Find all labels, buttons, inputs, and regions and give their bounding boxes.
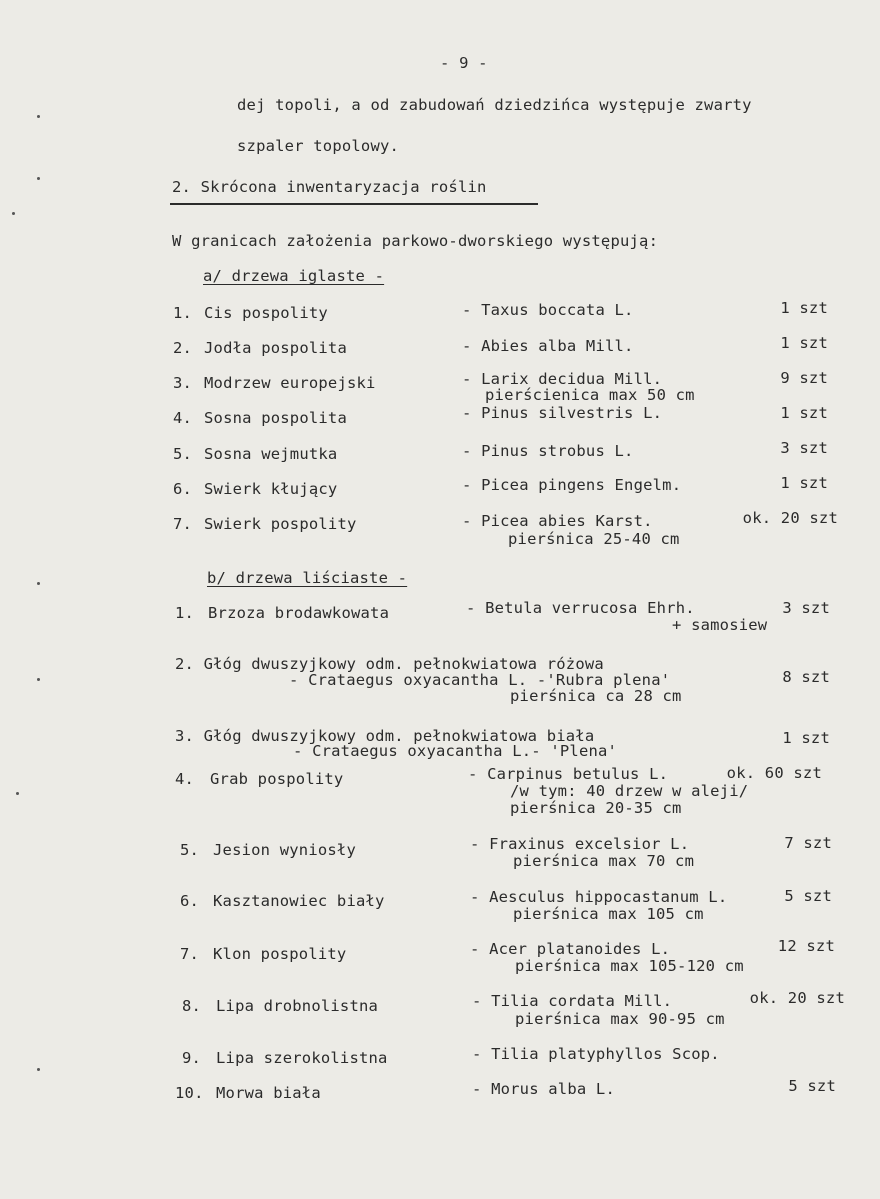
item-latin: - Crataegus oxyacantha L. -'Rubra plena' — [289, 671, 671, 689]
item-number: 3. — [173, 374, 193, 392]
item-name: Modrzew europejski — [204, 374, 376, 392]
item-name: 2. Głóg dwuszyjkowy odm. pełnokwiatowa różowa — [175, 655, 604, 673]
item-note: pierśnica max 90-95 cm — [515, 1010, 725, 1028]
item-note: pierśnica max 70 cm — [513, 852, 695, 870]
margin-dot — [37, 678, 40, 681]
item-name: Jesion wyniosły — [213, 841, 356, 859]
item-number: 4. — [173, 409, 193, 427]
item-count: 3 szt — [782, 599, 830, 617]
item-name: Grab pospolity — [210, 770, 344, 788]
item-count: 12 szt — [777, 937, 835, 955]
item-count: 1 szt — [782, 729, 830, 747]
item-count: 5 szt — [788, 1077, 836, 1095]
item-count: 1 szt — [780, 404, 828, 422]
section-title-underline — [170, 203, 538, 205]
item-count: ok. 20 szt — [749, 989, 845, 1007]
item-number: 6. — [180, 892, 200, 910]
item-number: 4. — [175, 770, 195, 788]
item-note: /w tym: 40 drzew w aleji/ — [510, 782, 749, 800]
item-name: Lipa drobnolistna — [216, 997, 379, 1015]
item-note: pierśnica ca 28 cm — [510, 687, 682, 705]
item-count: 1 szt — [780, 334, 828, 352]
item-count: 7 szt — [784, 834, 832, 852]
section-intro: W granicach założenia parkowo-dworskiego występują: — [172, 232, 659, 250]
item-count: 5 szt — [784, 887, 832, 905]
item-note: pierścienica max 50 cm — [485, 386, 695, 404]
item-latin: - Larix decidua Mill. — [462, 370, 663, 388]
item-latin: - Fraxinus excelsior L. — [470, 835, 690, 853]
margin-dot — [37, 1068, 40, 1071]
item-number: 5. — [173, 445, 193, 463]
item-latin: - Taxus boccata L. — [462, 301, 634, 319]
item-name: 3. Głóg dwuszyjkowy odm. pełnokwiatowa biała — [175, 727, 595, 745]
item-number: 9. — [182, 1049, 202, 1067]
item-latin: - Morus alba L. — [472, 1080, 615, 1098]
intro-line-1: dej topoli, a od zabudowań dziedzińca występuje zwarty — [237, 96, 752, 114]
item-number: 6. — [173, 480, 193, 498]
item-number: 7. — [180, 945, 200, 963]
item-name: Klon pospolity — [213, 945, 347, 963]
item-latin: - Pinus strobus L. — [462, 442, 634, 460]
section-title: 2. Skrócona inwentaryzacja roślin — [172, 178, 487, 196]
item-name: Morwa biała — [216, 1084, 321, 1102]
item-latin: - Picea pingens Engelm. — [462, 476, 682, 494]
margin-dot — [37, 582, 40, 585]
conifers-heading: a/ drzewa iglaste - — [203, 267, 385, 285]
item-latin: - Tilia cordata Mill. — [472, 992, 673, 1010]
item-latin: - Tilia platyphyllos Scop. — [472, 1045, 720, 1063]
item-latin: - Abies alba Mill. — [462, 337, 634, 355]
page-number: - 9 - — [440, 54, 488, 72]
item-note: pierśnica 20-35 cm — [510, 799, 682, 817]
item-name: Jodła pospolita — [204, 339, 347, 357]
item-count: ok. 60 szt — [726, 764, 822, 782]
item-name: Sosna wejmutka — [204, 445, 338, 463]
item-latin: - Picea abies Karst. — [462, 512, 653, 530]
item-count: 9 szt — [780, 369, 828, 387]
item-name: Lipa szerokolistna — [216, 1049, 388, 1067]
item-note: pierśnica max 105 cm — [513, 905, 704, 923]
item-latin: - Carpinus betulus L. — [468, 765, 669, 783]
margin-dot — [37, 115, 40, 118]
item-number: 10. — [175, 1084, 204, 1102]
item-count: 8 szt — [782, 668, 830, 686]
item-number: 1. — [173, 304, 193, 322]
item-number: 7. — [173, 515, 193, 533]
deciduous-heading: b/ drzewa liściaste - — [207, 569, 408, 587]
item-name: Cis pospolity — [204, 304, 328, 322]
item-note: pierśnica 25-40 cm — [508, 530, 680, 548]
item-count: ok. 20 szt — [742, 509, 838, 527]
item-number: 2. — [173, 339, 193, 357]
item-name: Swierk kłujący — [204, 480, 338, 498]
item-name: Swierk pospolity — [204, 515, 357, 533]
item-number: 1. — [175, 604, 195, 622]
item-count: 1 szt — [780, 299, 828, 317]
item-latin: - Betula verrucosa Ehrh. — [466, 599, 695, 617]
item-note: + samosiew — [672, 616, 768, 634]
item-latin: - Crataegus oxyacantha L.- 'Plena' — [293, 742, 618, 760]
margin-dot — [37, 177, 40, 180]
margin-dot — [16, 792, 19, 795]
item-note: pierśnica max 105-120 cm — [515, 957, 744, 975]
item-latin: - Pinus silvestris L. — [462, 404, 663, 422]
item-latin: - Aesculus hippocastanum L. — [470, 888, 728, 906]
item-name: Brzoza brodawkowata — [208, 604, 390, 622]
item-latin: - Acer platanoides L. — [470, 940, 671, 958]
margin-dot — [12, 212, 15, 215]
item-name: Kasztanowiec biały — [213, 892, 385, 910]
item-count: 1 szt — [780, 474, 828, 492]
item-number: 5. — [180, 841, 200, 859]
intro-line-2: szpaler topolowy. — [237, 137, 400, 155]
item-count: 3 szt — [780, 439, 828, 457]
item-name: Sosna pospolita — [204, 409, 347, 427]
item-number: 8. — [182, 997, 202, 1015]
